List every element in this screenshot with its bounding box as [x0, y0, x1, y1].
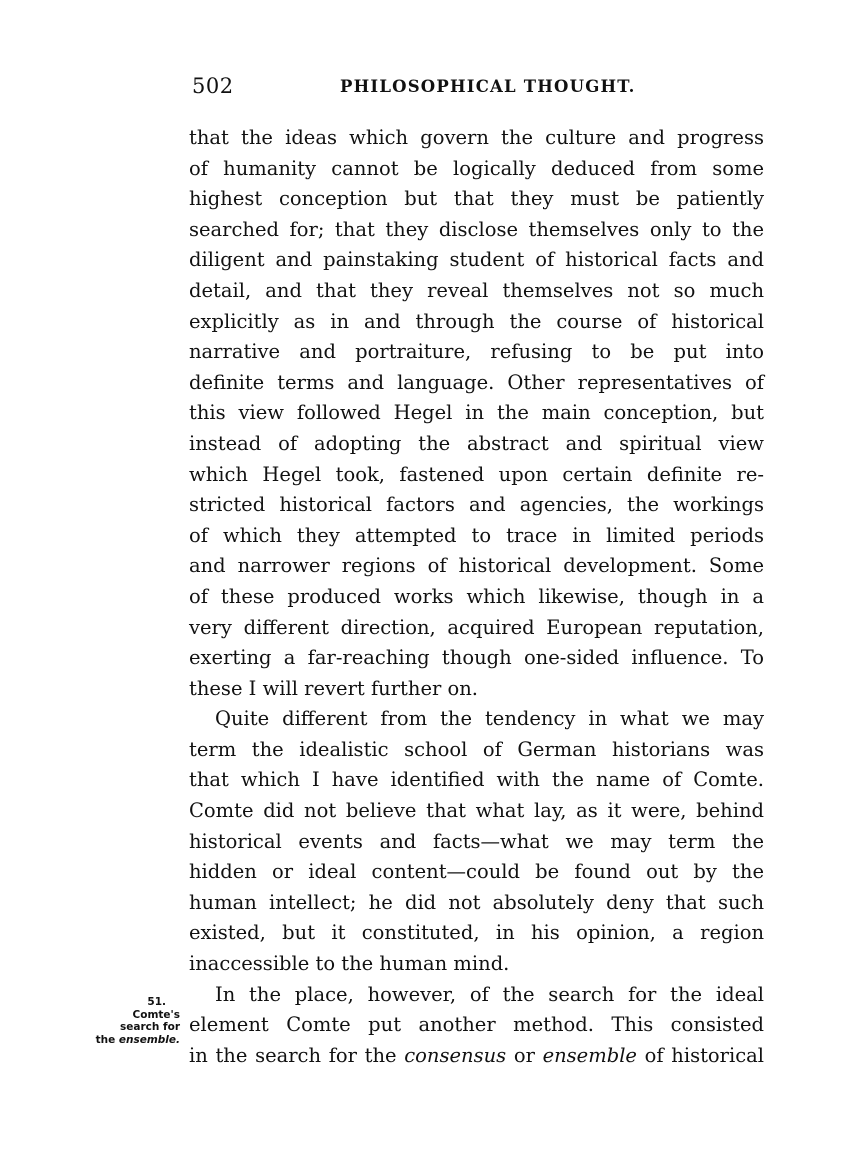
text-line: human intellect; he did not absolutely deny that such: [189, 890, 764, 914]
text-run: or: [506, 1043, 543, 1067]
text-line: that which I have identified with the name of Comte.: [189, 768, 764, 792]
text-line: explicitly as in and through the course of historical: [189, 309, 764, 333]
text-line: searched for; that they disclose themselves only to the: [189, 217, 764, 241]
text-line: term the idealistic school of German historians was: [189, 737, 764, 761]
text-line: stricted historical factors and agencies, the workings: [189, 493, 764, 517]
page-number: 502: [192, 74, 234, 98]
text-line: hidden or ideal content—could be found out by the: [189, 860, 764, 884]
text-line: of these produced works which likewise, though in a: [189, 584, 764, 608]
final-text-line: [189, 1041, 764, 1072]
text-run: of historical: [636, 1043, 764, 1067]
text-line: highest conception but that they must be patiently: [189, 187, 764, 211]
italic-term: consensus: [404, 1043, 507, 1067]
marginal-note: [88, 996, 180, 1046]
text-line: definite terms and language. Other representatives of: [189, 370, 764, 394]
marginal-note-line: [88, 1034, 180, 1047]
text-line: very different direction, acquired European reputation,: [189, 615, 764, 639]
paragraph-start-line: In the place, however, of the search for the ideal: [215, 982, 764, 1006]
text-line: and narrower regions of historical development. Some: [189, 554, 764, 578]
page-header: [190, 74, 765, 104]
text-run: in the search for the: [189, 1043, 405, 1067]
paragraph-end-line: inaccessible to the human mind.: [189, 952, 510, 976]
text-line: diligent and painstaking student of historical facts and: [189, 248, 764, 272]
paragraph-end-line: these I will revert further on.: [189, 676, 479, 700]
text-line: historical events and facts—what we may term the: [189, 829, 764, 853]
text-line: Comte did not believe that what lay, as it were, behind: [189, 799, 764, 823]
paragraph-start-line: Quite different from the tendency in what we may: [215, 707, 764, 731]
text-line: narrative and portraiture, refusing to be put into: [189, 340, 764, 364]
text-line: element Comte put another method. This consisted: [189, 1013, 764, 1037]
text-line: existed, but it constituted, in his opinion, a region: [189, 921, 764, 945]
text-line: instead of adopting the abstract and spiritual view: [189, 431, 764, 455]
text-line: exerting a far-reaching though one-sided influence. To: [189, 646, 764, 670]
section-number: 51.: [147, 996, 166, 1008]
text-line: that the ideas which govern the culture and progress: [189, 126, 764, 149]
marginal-note-line: Comte's: [132, 1008, 180, 1021]
body-text: [189, 123, 764, 1071]
marginal-note-line: search for: [120, 1021, 180, 1033]
running-title: PHILOSOPHICAL THOUGHT.: [340, 77, 636, 96]
text-line: this view followed Hegel in the main conception, but: [189, 401, 764, 425]
italic-term: ensemble: [542, 1043, 637, 1067]
text-run: the: [95, 1033, 119, 1046]
italic-term: ensemble.: [118, 1033, 180, 1046]
text-line: of which they attempted to trace in limited periods: [189, 523, 764, 547]
text-line: of humanity cannot be logically deduced from some: [189, 156, 764, 180]
text-line: which Hegel took, fastened upon certain definite re-: [189, 462, 764, 486]
text-line: detail, and that they reveal themselves not so much: [189, 278, 764, 302]
